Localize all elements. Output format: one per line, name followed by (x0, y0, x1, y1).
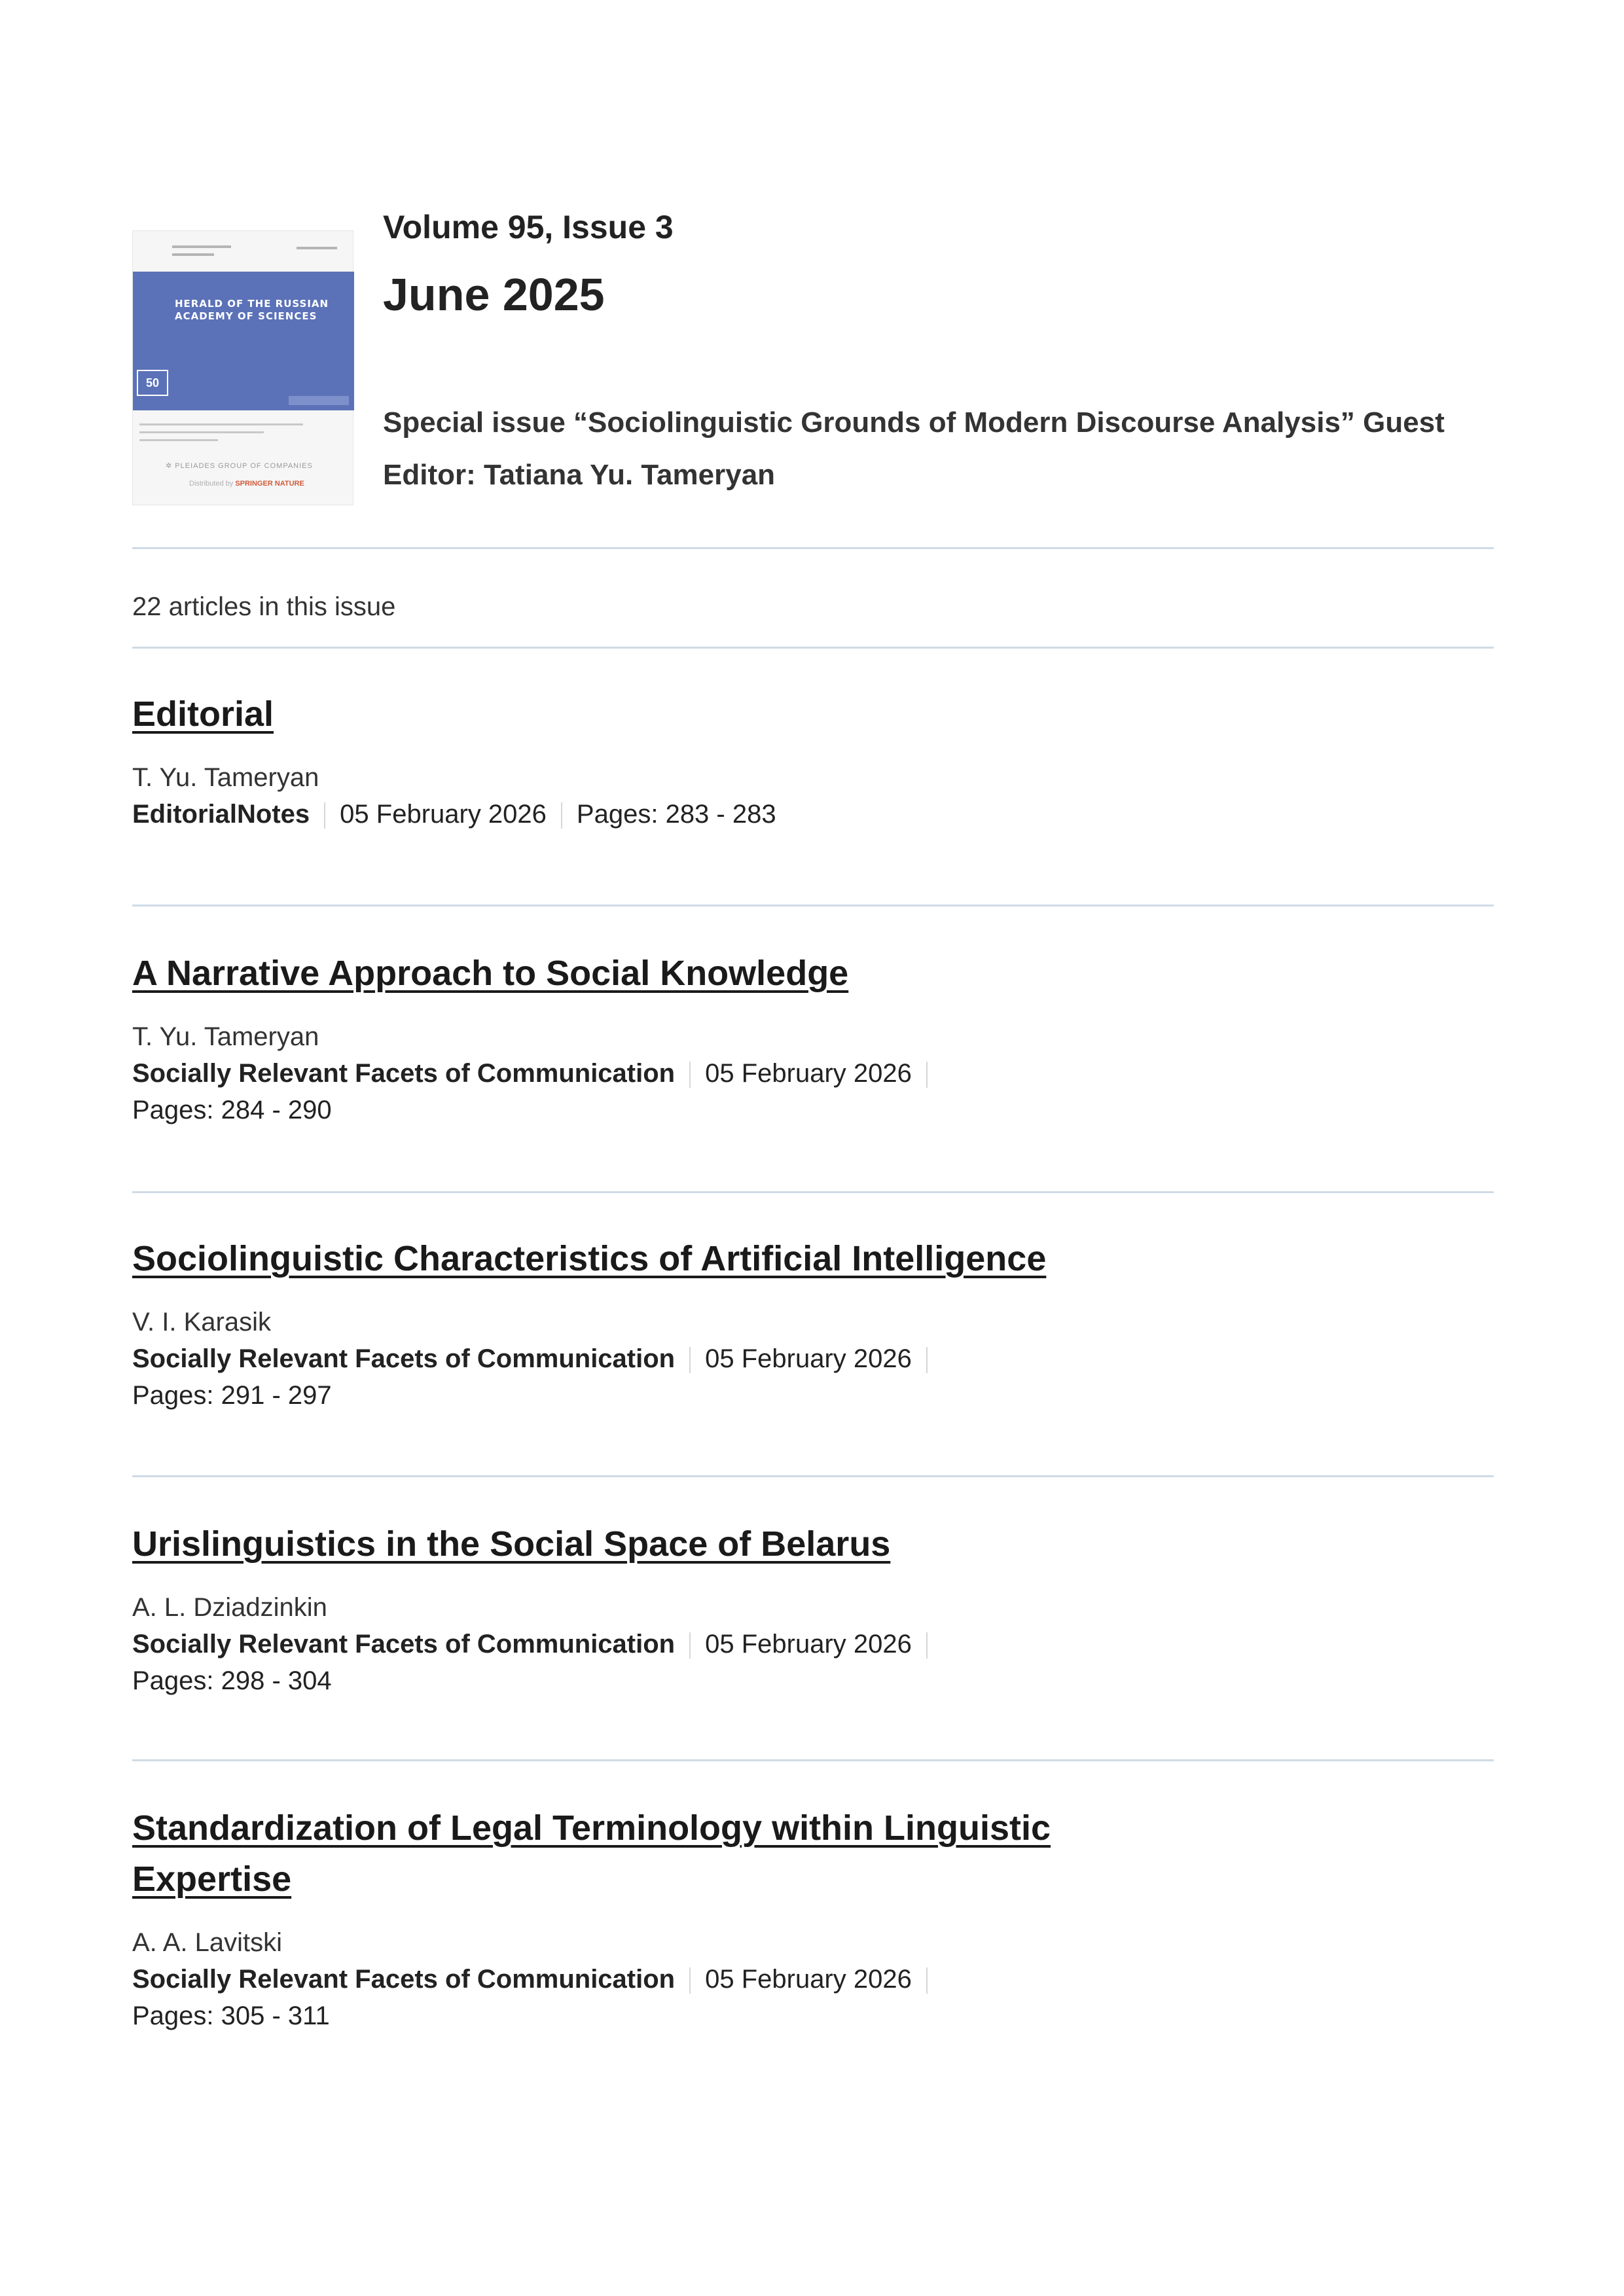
divider (132, 647, 1494, 649)
divider (132, 1191, 1494, 1193)
article-type: EditorialNotes (132, 800, 310, 829)
article-item (132, 1803, 1494, 2034)
meta-separator (689, 1062, 691, 1088)
cover-distributor-logo: Distributed by SPRINGER NATURE (189, 480, 304, 488)
meta-separator (926, 1967, 928, 1994)
meta-separator (926, 1062, 928, 1088)
divider (132, 1475, 1494, 1477)
article-date: 05 February 2026 (705, 1059, 912, 1088)
article-meta (132, 1961, 1081, 2034)
cover-publisher-logo: ✲ PLEIADES GROUP OF COMPANIES (166, 462, 313, 470)
meta-separator (926, 1347, 928, 1373)
article-title-link[interactable]: A Narrative Approach to Social Knowledge (132, 954, 849, 993)
article-authors: T. Yu. Tameryan (132, 763, 319, 792)
article-authors: V. I. Karasik (132, 1308, 271, 1336)
article-item (132, 948, 1494, 1128)
article-type: Socially Relevant Facets of Communication (132, 1965, 676, 1994)
article-item (132, 1518, 1494, 1699)
article-meta (132, 796, 1081, 833)
article-item (132, 1233, 1494, 1414)
article-title-link[interactable]: Standardization of Legal Terminology within Linguistic Expertise (132, 1808, 1051, 1899)
issue-header (132, 208, 1494, 496)
article-meta (132, 1055, 1081, 1128)
article-date: 05 February 2026 (705, 1965, 912, 1994)
article-pages: Pages: 283 - 283 (576, 800, 776, 829)
article-authors: T. Yu. Tameryan (132, 1022, 319, 1051)
meta-separator (689, 1967, 691, 1994)
article-authors: A. A. Lavitski (132, 1928, 282, 1957)
article-authors: A. L. Dziadzinkin (132, 1593, 327, 1622)
cover-footer (133, 414, 353, 506)
article-pages: Pages: 305 - 311 (132, 2001, 330, 2030)
article-date: 05 February 2026 (705, 1344, 912, 1373)
article-date: 05 February 2026 (705, 1630, 912, 1659)
article-type: Socially Relevant Facets of Communication (132, 1630, 676, 1659)
article-meta (132, 1340, 1081, 1414)
article-type: Socially Relevant Facets of Communication (132, 1344, 676, 1373)
meta-separator (689, 1632, 691, 1659)
article-pages: Pages: 291 - 297 (132, 1381, 332, 1410)
article-title-link[interactable]: Editorial (132, 694, 274, 734)
divider (132, 547, 1494, 549)
article-title-link[interactable]: Urislinguistics in the Social Space of Belarus (132, 1524, 891, 1564)
cover-panel (133, 272, 354, 410)
meta-separator (561, 802, 562, 829)
article-type: Socially Relevant Facets of Communication (132, 1059, 676, 1088)
meta-separator (324, 802, 325, 829)
journal-cover-image[interactable] (132, 230, 353, 505)
cover-header-lines (133, 231, 353, 273)
cover-journal-title: HERALD OF THE RUSSIAN ACADEMY OF SCIENCES (175, 298, 329, 322)
divider (132, 1759, 1494, 1761)
cover-tag (289, 396, 349, 405)
divider (132, 905, 1494, 906)
article-meta (132, 1626, 1081, 1699)
meta-separator (689, 1347, 691, 1373)
article-item (132, 689, 1494, 833)
article-count: 22 articles in this issue (132, 592, 396, 621)
article-pages: Pages: 284 - 290 (132, 1096, 332, 1124)
cover-badge: 50 (137, 370, 168, 396)
volume-issue-label: Volume 95, Issue 3 (383, 209, 674, 245)
special-issue-description: Special issue “Sociolinguistic Grounds of Modern Discourse Analysis” Guest Editor: Tatiana Yu. Tameryan (383, 406, 1445, 491)
meta-separator (926, 1632, 928, 1659)
article-title-link[interactable]: Sociolinguistic Characteristics of Artificial Intelligence (132, 1239, 1047, 1278)
article-date: 05 February 2026 (340, 800, 547, 829)
article-pages: Pages: 298 - 304 (132, 1666, 332, 1695)
issue-date: June 2025 (383, 269, 605, 320)
